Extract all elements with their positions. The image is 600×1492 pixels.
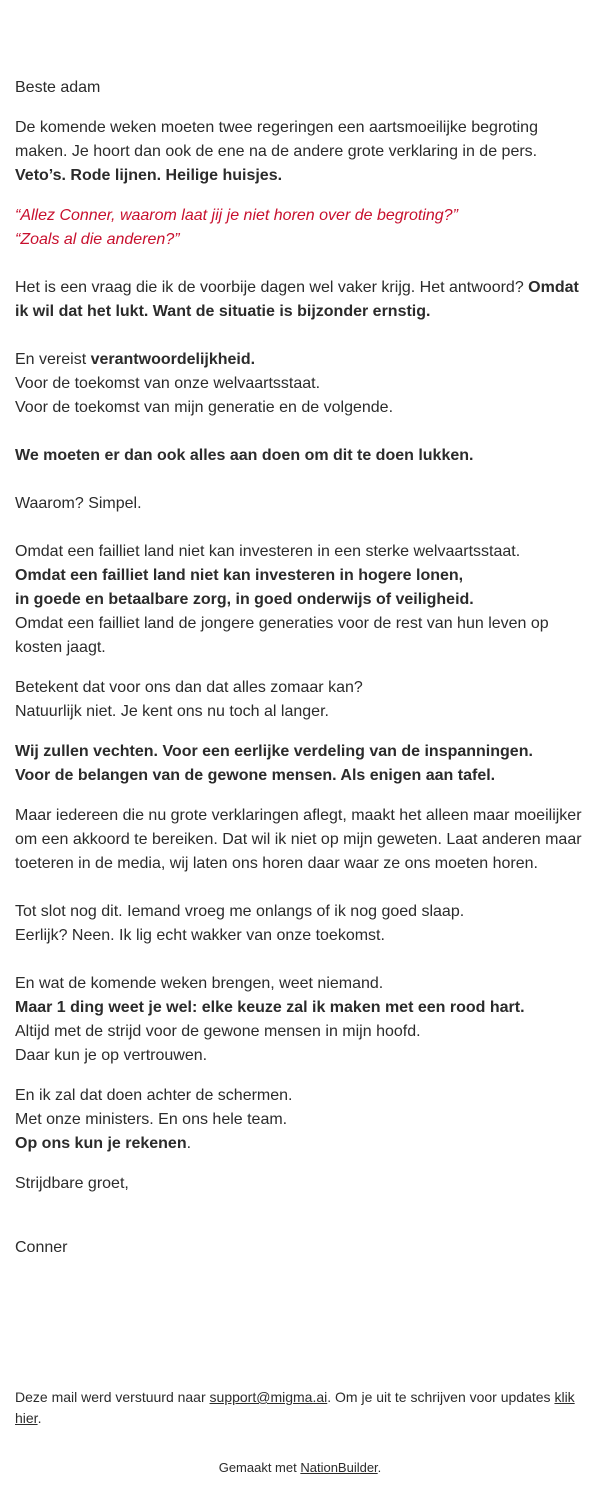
paragraph-sleep — [15, 900, 590, 948]
red-heart-line-3: Altijd met de strijd voor de gewone mensen in mijn hoofd. — [15, 1023, 421, 1040]
paragraph-question — [15, 676, 590, 724]
footer-email-link[interactable]: support@migma.ai — [209, 1389, 328, 1405]
paragraph-responsibility — [15, 348, 590, 420]
nationbuilder-link[interactable]: NationBuilder — [300, 1460, 378, 1475]
credit-prefix: Gemaakt met — [218, 1460, 301, 1475]
quote-block — [15, 204, 590, 252]
unsubscribe-link[interactable]: klik hier — [15, 1389, 575, 1426]
paragraph-answer — [15, 276, 590, 324]
behind-scenes-period: . — [186, 1135, 192, 1152]
responsibility-prefix: En vereist — [15, 351, 91, 368]
red-heart-bold: Maar 1 ding weet je wel: elke keuze zal ik maken met een rood hart. — [15, 999, 525, 1016]
footer-prefix: Deze mail werd verstuurd naar — [15, 1389, 210, 1405]
red-heart-line-1: En wat de komende weken brengen, weet niemand. — [15, 975, 384, 992]
sleep-line-2: Eerlijk? Neen. Ik lig echt wakker van onze toekomst. — [15, 927, 385, 944]
responsibility-bold: verantwoordelijkheid. — [90, 351, 256, 368]
fight-line-1: Wij zullen vechten. Voor een eerlijke verdeling van de inspanningen. — [15, 743, 533, 760]
behind-scenes-line-2: Met onze ministers. En ons hele team. — [15, 1111, 288, 1128]
footer-notice — [15, 1387, 590, 1429]
email-body — [15, 76, 590, 1260]
paragraph-statements: Maar iedereen die nu grote verklaringen aflegt, maakt het alleen maar moeilijker om een akkoord te bereiken. Dat wil ik niet op mijn geweten. Laat anderen maar toeteren in de media, wij laten ons horen daar waar ze ons moeten horen. — [15, 807, 582, 872]
paragraph-fight — [15, 740, 590, 788]
bankrupt-line-4: Omdat een failliet land de jongere generaties voor de rest van hun leven op kosten jaagt. — [15, 615, 549, 656]
paragraph-must-succeed: We moeten er dan ook alles aan doen om dit te doen lukken. — [15, 447, 474, 464]
paragraph-budget-bold: Veto’s. Rode lijnen. Heilige huisjes. — [15, 167, 283, 184]
paragraph-budget-text: De komende weken moeten twee regeringen een aartsmoeilijke begroting maken. Je hoort dan ook de ene na de andere grote verklaring in de pers. — [15, 119, 538, 160]
red-heart-line-4: Daar kun je op vertrouwen. — [15, 1047, 208, 1064]
paragraph-why: Waarom? Simpel. — [15, 495, 142, 512]
paragraph-answer-text: Het is een vraag die ik de voorbije dagen wel vaker krijg. Het antwoord? — [15, 279, 529, 296]
bankrupt-bold-1: Omdat een failliet land niet kan investeren in hogere lonen, — [15, 567, 464, 584]
behind-scenes-bold: Op ons kun je rekenen — [15, 1135, 187, 1152]
bankrupt-bold-2: in goede en betaalbare zorg, in goed onderwijs of veiligheid. — [15, 591, 474, 608]
question-line-1: Betekent dat voor ons dan dat alles zomaar kan? — [15, 679, 363, 696]
paragraph-bankrupt — [15, 540, 590, 660]
credit-suffix: . — [377, 1460, 382, 1475]
greeting: Beste adam — [15, 79, 101, 96]
fight-line-2: Voor de belangen van de gewone mensen. Als enigen aan tafel. — [15, 767, 496, 784]
question-line-2: Natuurlijk niet. Je kent ons nu toch al langer. — [15, 703, 329, 720]
quote-line-2: “Zoals al die anderen?” — [15, 231, 180, 248]
sleep-line-1: Tot slot nog dit. Iemand vroeg me onlangs of ik nog goed slaap. — [15, 903, 465, 920]
paragraph-budget — [15, 116, 590, 188]
signature: Conner — [15, 1239, 68, 1256]
bankrupt-line-1: Omdat een failliet land niet kan investeren in een sterke welvaartsstaat. — [15, 543, 521, 560]
paragraph-behind-scenes — [15, 1084, 590, 1156]
paragraph-red-heart — [15, 972, 590, 1068]
responsibility-line-3: Voor de toekomst van mijn generatie en de volgende. — [15, 399, 394, 416]
behind-scenes-line-1: En ik zal dat doen achter de schermen. — [15, 1087, 293, 1104]
responsibility-line-2: Voor de toekomst van onze welvaartsstaat. — [15, 375, 321, 392]
quote-open-mark: “ — [15, 207, 21, 224]
closing: Strijdbare groet, — [15, 1175, 129, 1192]
credit-line — [0, 1458, 600, 1478]
footer-suffix: . — [37, 1410, 42, 1426]
paragraph-answer-bold: Omdat ik wil dat het lukt. Want de situatie is bijzonder ernstig. — [15, 279, 579, 320]
footer-middle: . Om je uit te schrijven voor updates — [327, 1389, 555, 1405]
quote-line-1: Allez Conner, waarom laat jij je niet horen over de begroting?” — [20, 207, 458, 224]
